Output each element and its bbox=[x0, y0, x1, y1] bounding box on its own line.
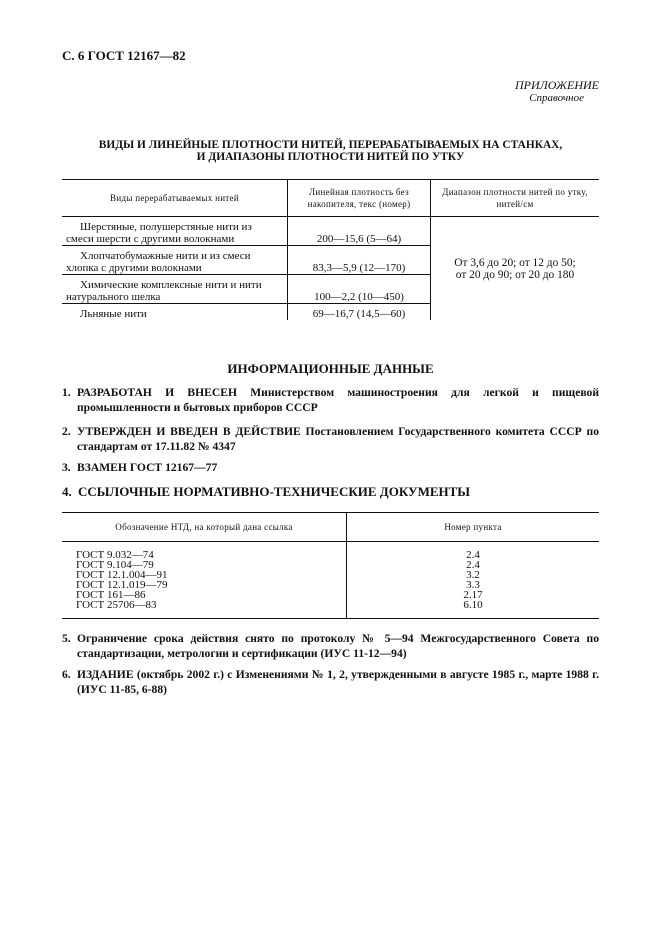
table-row: ГОСТ 9.032—74 2.4 bbox=[62, 542, 599, 561]
table-header-thread-type: Виды перерабатываемых нитей bbox=[62, 180, 288, 217]
table-header-clause: Номер пункта bbox=[347, 513, 600, 542]
appendix-title: ПРИЛОЖЕНИЕ bbox=[515, 78, 599, 92]
item-text: ВЗАМЕН ГОСТ 12167—77 bbox=[77, 461, 218, 474]
item-text: ССЫЛОЧНЫЕ НОРМАТИВНО-ТЕХНИЧЕСКИЕ ДОКУМЕНТЫ bbox=[78, 484, 471, 499]
page-header-ref: С. 6 ГОСТ 12167—82 bbox=[62, 48, 186, 63]
item-text: Ограничение срока действия снято по протоколу № 5—94 Межгосударственного Совета по стандартизации, метрологии и сертификации (ИУС 11-12—94) bbox=[77, 632, 599, 660]
table-row: ГОСТ 161—86 2.17 bbox=[62, 590, 599, 600]
info-item-2: 2. УТВЕРЖДЕН И ВВЕДЕН В ДЕЙСТВИЕ Постановлением Государственного комитета СССР по стандартам от 17.11.82 № 4347 bbox=[62, 425, 599, 453]
item-text: Постановлением Государственного комитета СССР по стандартам от 17.11.82 № 4347 bbox=[77, 425, 599, 453]
thread-type-cell: Шерстяные, полушерстяные нити из смеси шерсти с другими волокнами bbox=[62, 217, 288, 246]
density-cell: 100—2,2 (10—450) bbox=[288, 275, 431, 304]
item-lead: РАЗРАБОТАН И ВНЕСЕН bbox=[77, 386, 237, 399]
thread-types-table bbox=[62, 179, 599, 320]
info-item-3: 3. ВЗАМЕН ГОСТ 12167—77 bbox=[62, 460, 599, 475]
reference-documents-table bbox=[62, 512, 599, 619]
table-title-line-2: И ДИАПАЗОНЫ ПЛОТНОСТИ НИТЕЙ ПО УТКУ bbox=[196, 151, 465, 163]
table-title-line-1: ВИДЫ И ЛИНЕЙНЫЕ ПЛОТНОСТИ НИТЕЙ, ПЕРЕРАБАТЫВАЕМЫХ НА СТАНКАХ, bbox=[98, 139, 563, 151]
density-cell: 200—15,6 (5—64) bbox=[288, 217, 431, 246]
table-row: ГОСТ 12.1.019—79 3.3 bbox=[62, 580, 599, 590]
info-item-4: 4. ССЫЛОЧНЫЕ НОРМАТИВНО-ТЕХНИЧЕСКИЕ ДОКУМЕНТЫ bbox=[62, 484, 599, 499]
table-row: ГОСТ 25706—83 6.10 bbox=[62, 600, 599, 619]
density-cell: 83,3—5,9 (12—170) bbox=[288, 246, 431, 275]
table-header-weft-range: Диапазон плотности нитей по утку, нитей/см bbox=[431, 180, 600, 217]
table-header-linear-density: Линейная плотность без накопителя, текс (номер) bbox=[288, 180, 431, 217]
appendix-subtitle: Справочное bbox=[529, 92, 584, 104]
info-item-5: 5. Ограничение срока действия снято по протоколу № 5—94 Межгосударственного Совета по стандартизации, метрологии и сертификации (ИУС 11-12—94) bbox=[62, 632, 599, 660]
table-row bbox=[62, 217, 599, 246]
thread-type-cell: Химические комплексные нити и нити натурального шелка bbox=[62, 275, 288, 304]
table-row: ГОСТ 9.104—79 2.4 bbox=[62, 560, 599, 570]
info-section-title: ИНФОРМАЦИОННЫЕ ДАННЫЕ bbox=[227, 361, 434, 376]
weft-range-cell: От 3,6 до 20; от 12 до 50; от 20 до 90; от 20 до 180 bbox=[454, 256, 576, 281]
info-item-6: 6. ИЗДАНИЕ (октябрь 2002 г.) с Изменениями № 1, 2, утвержденными в августе 1985 г., марте 1988 г. (ИУС 11-85, 6-88) bbox=[62, 668, 599, 696]
item-text: ИЗДАНИЕ (октябрь 2002 г.) с Изменениями № 1, 2, утвержденными в августе 1985 г., марте 1988 г. (ИУС 11-85, 6-88) bbox=[77, 668, 599, 696]
table-row: ГОСТ 12.1.004—91 3.2 bbox=[62, 570, 599, 580]
thread-type-cell: Льняные нити bbox=[62, 304, 288, 321]
item-lead: УТВЕРЖДЕН И ВВЕДЕН В ДЕЙСТВИЕ bbox=[77, 425, 301, 438]
density-cell: 69—16,7 (14,5—60) bbox=[288, 304, 431, 321]
item-text: Министерством машиностроения для легкой и пищевой промышленности и бытовых приборов СССР bbox=[77, 386, 600, 414]
thread-type-cell: Хлопчатобумажные нити и из смеси хлопка с другими волокнами bbox=[62, 246, 288, 275]
info-item-1: 1. РАЗРАБОТАН И ВНЕСЕН Министерством машиностроения для легкой и пищевой промышленности и бытовых приборов СССР bbox=[62, 386, 600, 414]
table-header-document: Обозначение НТД, на который дана ссылка bbox=[62, 513, 347, 542]
